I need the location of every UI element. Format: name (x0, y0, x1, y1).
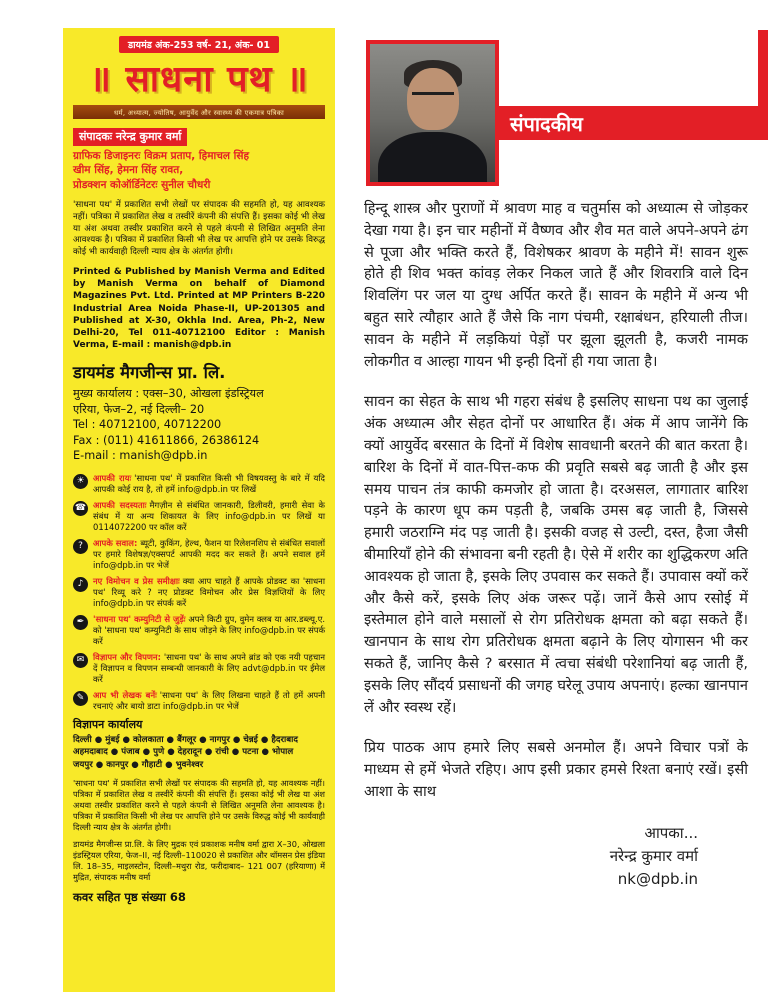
reader-services (73, 473, 325, 712)
photo-shirt (378, 132, 487, 182)
editorial-body (364, 198, 748, 891)
ad-cities-line: जयपुर ● कानपुर ● गौहाटी ● भुवनेश्वर (73, 759, 204, 770)
printed-published-pre: Printed & Published by Manish Verma and Edited by Manish Verma on behalf of (73, 266, 325, 290)
idea-icon: ☀ (73, 474, 88, 489)
printed-published-post: Printed at MP Printers B-220 Industrial Area Noida Phase-II, UP-201305 and Published at X-30, Okhla Ind. Area, Ph-2, New Delhi-20, Tel 011-40712100 Editor : Manish Verma, E-mail : manish@dpb.in (73, 291, 325, 351)
staff-credits (73, 149, 325, 193)
signature-name: नरेन्द्र कुमार वर्मा (609, 846, 698, 865)
service-text: आपके सवाल: ब्यूटी, कुकिंग, हेल्थ, फैशन या रिलेशनशिप से संबंधित सवालों पर हमारे विशेषज्ञ/एक्सपर्ट आपकी मदद कर सकते हैं। अपने सवाल हमें info@dpb.in पर भेजें (93, 537, 325, 570)
address-line: मुख्य कार्यालय : एक्स–30, ओखला इंडस्ट्रियल (73, 387, 264, 401)
printed-published-text (73, 266, 325, 351)
mail-icon: ✉ (73, 653, 88, 668)
ad-offices-list (73, 734, 325, 772)
magazine-logo: ॥ साधना पथ ॥ (89, 59, 309, 100)
phone-icon: ☎ (73, 501, 88, 516)
address-line: एरिया, फेज–2, नई दिल्ली– 20 (73, 402, 205, 416)
service-item (73, 652, 325, 685)
service-item (73, 473, 325, 495)
address-line: Fax : (011) 41611866, 26386124 (73, 433, 260, 447)
editorial-heading: संपादकीय (510, 111, 583, 136)
editor-credit: संपादकः नरेन्द्र कुमार वर्मा (73, 128, 187, 146)
masthead-column (63, 28, 335, 992)
editorial-paragraph: हिन्दू शास्त्र और पुराणों में श्रावण माह व चतुर्मास को अध्यात्म से जोड़कर देखा गया है। इन चार महीनों में वैष्णव और शैव मत वाले अपने-अपने ढंग से पूजा और भक्ति करते हैं, विशेषकर श्रावण के महीने में! सावन शुरू होते ही शिव भक्त कांवड़ लेकर निकल जाते हैं और शिवरात्रि वाले दिन शिवलिंग पर जल या दुग्ध अर्पित करते हैं। सावन के महीने में अन्य भी बहुत सारे त्यौहार आते हैं जैसे कि नाग पंचमी, रक्षाबंधन, हरियाली तीज। सावन के महीने में लड़कियां पेड़ों पर झूला झूलती है, कजरी नामक लोकगीत व आल्हा गायन भी इन्ही दिनों ही गया जाता है। (364, 200, 748, 370)
editor-photo (366, 40, 499, 186)
service-item (73, 576, 325, 609)
service-text: आप भी लेखक बनेंः 'साधना पथ' के लिए लिखना चाहते हैं तो हमें अपनी रचनाएं और बायो डाटा info@dpb.in पर भेजें (93, 689, 325, 711)
issue-info: डायमंड अंक-253 वर्ष- 21, अंक- 01 (119, 36, 279, 53)
mic-icon: ♪ (73, 577, 88, 592)
service-text: आपकी रायः 'साधना पथ' में प्रकाशित किसी भी विषयवस्तु के बारे में यदि आपकी कोई राय है, तो हमें info@dpb.in पर लिखें (93, 472, 325, 494)
editorial-paragraph: प्रिय पाठक आप हमारे लिए सबसे अनमोल हैं। अपने विचार पत्रों के माध्यम से हमें भेजते रहिए। आप इसी प्रकार हमसे रिश्ता बनाएं रखें। इसी आशा के साथ (364, 739, 748, 800)
staff-line: प्रोडक्शन कोऑर्डिनेटरः सुनील चौधरी (73, 178, 211, 191)
ad-cities-line: अहमदाबाद ● पंजाब ● पुणे ● देहरादून ● रांची ● पटना ● भोपाल (73, 747, 294, 758)
signature-email: nk@dpb.in (617, 869, 698, 888)
publisher-company: Diamond Magazines Pvt. Ltd. (73, 279, 325, 302)
service-text: नए विमोचन व प्रेस समीक्षाः क्या आप चाहते हैं आपके प्रोडक्ट का 'साधना पथ' रिव्यू करे ? नए प्रोडक्ट विमोचन और प्रेस विज्ञप्तियों के लिए info@dpb.in पर संपर्क करें (93, 575, 326, 608)
ad-cities-line: दिल्ली ● मुंबई ● कोलकाता ● बैंगलूर ● नागपुर ● चेन्नई ● हैदराबाद (73, 734, 298, 745)
service-item (73, 500, 325, 533)
company-address (73, 386, 325, 464)
service-text: 'साधना पथ' कम्युनिटी से जुड़ेंः अपने किटी ग्रुप, वुमेन क्लब या आर.डब्ल्यू.ए. को 'साधना पथ' कम्युनिटी के साथ जोड़ने के लिए info@dpb.in पर संपर्क करें (93, 613, 325, 646)
address-line: Tel : 40712100, 40712200 (73, 418, 222, 432)
writer-pencil-icon: ✎ (73, 691, 88, 706)
magazine-tagline: धर्म, अध्यात्म, ज्योतिष, आयुर्वेद और स्वास्थ्य की एकमात्र पत्रिका (73, 105, 325, 119)
photo-glasses (412, 92, 454, 101)
signoff-block (364, 822, 748, 891)
service-item (73, 614, 325, 647)
red-edge-strip (758, 30, 768, 107)
disclaimer-text: 'साधना पथ' में प्रकाशित सभी लेखों पर संपादक की सहमति हो, यह आवश्यक नहीं। पत्रिका में प्रकाशित लेख व तस्वीरें कंपनी की संपत्ति हैं। इसका कोई भी लेख या अंश अथवा तस्वीर प्रकाशित करने से पहले कंपनी से लिखित अनुमति लेना आवश्यक है। पत्रिका में प्रकाशित किसी भी लेख पर आपत्ति होने पर उसके विरुद्ध कोई भी कार्यवाही दिल्ली न्याय क्षेत्र के अंतर्गत होगी। (73, 200, 325, 258)
staff-line: खीम सिंह, हेमना सिंह रावत, (73, 164, 184, 176)
service-text: विज्ञापन और विपणन: 'साधना पथ' के साथ अपने ब्रांड को एक नयी पहचान दें विज्ञापन व विपणन सम्बन्धी जानकारी के लिए advt@dpb.in पर ईमेल करें (93, 651, 326, 684)
question-icon: ? (73, 539, 88, 554)
address-line: E-mail : manish@dpb.in (73, 449, 208, 463)
company-name: डायमंड मैगजीन्स प्रा. लि. (73, 363, 226, 383)
service-item (73, 690, 325, 712)
service-text: आपकी सदस्यताः मैगज़ीन से संबंधित जानकारी, डिलीवरी, हमारी सेवा के संबंध में या अन्य शिकायत के लिए info@dpb.in पर लिखें या 0114072200 पर कॉल करें (93, 499, 325, 532)
staff-line: ग्राफिक डिजाइनरः विक्रम प्रताप, हिमाचल सिंह (73, 149, 250, 162)
community-pen-icon: ✒ (73, 615, 88, 630)
printer-info: डायमंड मैगजीन्स प्रा.लि. के लिए मुद्रक एवं प्रकाशक मनीष वर्मा द्वारा X–30, ओखला इंडस्ट्रियल एरिया, फेज–II, नई दिल्ली–110020 से प्रकाशित और थॉमसन प्रेस इंडिया लि. 18–35, माइलस्टोन, दिल्ली–मथुरा रोड, फरीदाबाद– 121 007 (हरियाणा) में मुद्रित, संपादक मनीष वर्मा (73, 839, 325, 883)
disclaimer-text-2: 'साधना पथ' में प्रकाशित सभी लेखों पर संपादक की सहमति हो, यह आवश्यक नहीं। पत्रिका में प्रकाशित लेख व तस्वीरें कंपनी की संपत्ति हैं। इसका कोई भी लेख या अंश अथवा तस्वीर प्रकाशित करने से पहले कंपनी से लिखित अनुमति लेना आवश्यक है। पत्रिका में प्रकाशित किसी भी लेख पर आपत्ति होने पर उसके विरुद्ध कोई भी कार्यवाही दिल्ली न्याय क्षेत्र के अंतर्गत होगी। (73, 778, 325, 833)
service-item (73, 538, 325, 571)
signoff-salutation: आपका... (644, 823, 698, 842)
editorial-heading-band (497, 106, 768, 140)
page-count: कवर सहित पृष्ठ संख्या 68 (73, 890, 186, 905)
editorial-paragraph: सावन का सेहत के साथ भी गहरा संबंध है इसलिए साधना पथ का जुलाई अंक अध्यात्म और सेहत दोनों पर आधारित हैं। अंक में आप जानेंगे कि क्यों आयुर्वेद बरसात के दिनों में विशेष सावधानी बरतने की बात करता है। बारिश के दिनों में वात-पित्त-कफ की प्रवृति सबसे बढ़ जाती है और इस समय पाचन तंत्र काफी कमजोर हो जाता है। दरअसल, लागातार बारिश पड़ने के कारण धूप कम पड़ती है, जबकि उमस बढ़ जाती है, जिससे हमारी जठराग्नि मंद पड़ जाती है। इसकी वजह से उल्टी, दस्त, हैजा जैसी बीमारियाँ होने की संभावना बनी रहती है। ऐसे में शरीर का शुद्धिकरण अति आवश्यक हो जाता है, इसके लिए उपवास कर सकते हैं। उपावास क्यों करें और कैसे करें, इसके लिए अंक जरूर पढ़ें। जानें कैसे आप रसोई में इस्तेमाल होने वाले मसालों से रोग प्रतिरोधक क्षमता को बढ़ा सकते हैं। खानपान के साथ रोग प्रतिरोधक क्षमता बढ़ाने के लिए योगासन भी कर सकते हैं, जानिए कैसे ? बरसात में त्वचा संबंधी परेशानियां बढ़ जाती हैं, इसके लिए सौंदर्य प्रसाधनों की जगह घरेलू उपाय अपनाएं। हल्का खानपान लें और स्वस्थ रहें। (364, 393, 748, 716)
ad-offices-heading: विज्ञापन कार्यालय (73, 717, 143, 731)
